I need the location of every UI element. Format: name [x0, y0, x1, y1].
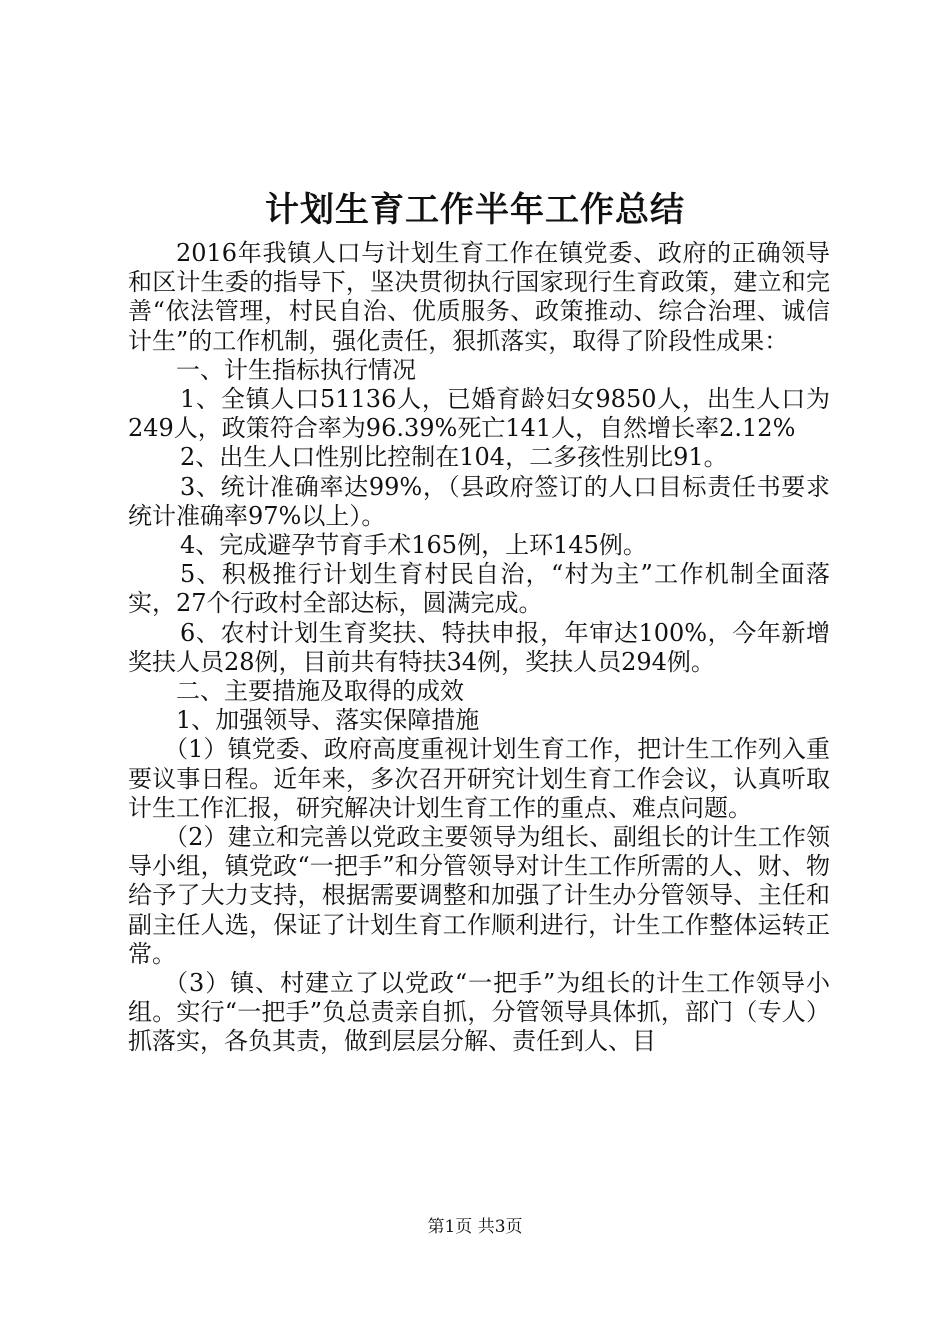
- document-body: [128, 239, 830, 1057]
- subsection-heading-leadership: 1、加强领导、落实保障措施: [176, 706, 480, 735]
- paragraph-item-1: 1、全镇人口51136人，已婚育龄妇女9850人，出生人口为249人，政策符合率为96.39%死亡141人，自然增长率2.12%: [128, 385, 830, 443]
- paragraph-sub-1: （1）镇党委、政府高度重视计划生育工作，把计生工作列入重要议事日程。近年来，多次召开研究计划生育工作会议，认真听取计生工作汇报，研究解决计划生育工作的重点、难点问题。: [128, 735, 830, 822]
- paragraph-item-5: 5、积极推行计划生育村民自治，“村为主”工作机制全面落实，27个行政村全部达标，圆满完成。: [128, 560, 830, 618]
- page-number-footer: 第1页 共3页: [427, 1217, 523, 1237]
- paragraph-item-3: 3、统计准确率达99%，（县政府签订的人口目标责任书要求统计准确率97%以上）。: [128, 472, 830, 530]
- paragraph-sub-2: （2）建立和完善以党政主要领导为组长、副组长的计生工作领导小组，镇党政“一把手”和分管领导对计生工作所需的人、财、物给予了大力支持，根据需要调整和加强了计生办分管领导、主任和副主任人选，保证了计划生育工作顺利进行，计生工作整体运转正常。: [128, 823, 830, 968]
- paragraph-item-4: 4、完成避孕节育手术165例，上环145例。: [180, 531, 647, 560]
- paragraph-sub-3: （3）镇、村建立了以党政“一把手”为组长的计生工作领导小组。实行“一把手”负总责亲自抓，分管领导具体抓，部门（专人）抓落实，各负其责，做到层层分解、责任到人、目: [128, 969, 830, 1056]
- section-heading-indicators: 一、计生指标执行情况: [176, 355, 416, 384]
- paragraph-item-6: 6、农村计划生育奖扶、特扶申报，年审达100%，今年新增奖扶人员28例，目前共有特扶34例，奖扶人员294例。: [128, 618, 830, 676]
- paragraph-item-2: 2、出生人口性别比控制在104，二多孩性别比91。: [180, 443, 728, 472]
- paragraph-intro: 2016年我镇人口与计划生育工作在镇党委、政府的正确领导和区计生委的指导下，坚决贯彻执行国家现行生育政策，建立和完善“依法管理，村民自治、优质服务、政策推动、综合治理、诚信计生”的工作机制，强化责任，狠抓落实，取得了阶段性成果：: [128, 239, 830, 355]
- document-title: 计划生育工作半年工作总结: [265, 190, 685, 230]
- section-heading-measures: 二、主要措施及取得的成效: [176, 677, 464, 706]
